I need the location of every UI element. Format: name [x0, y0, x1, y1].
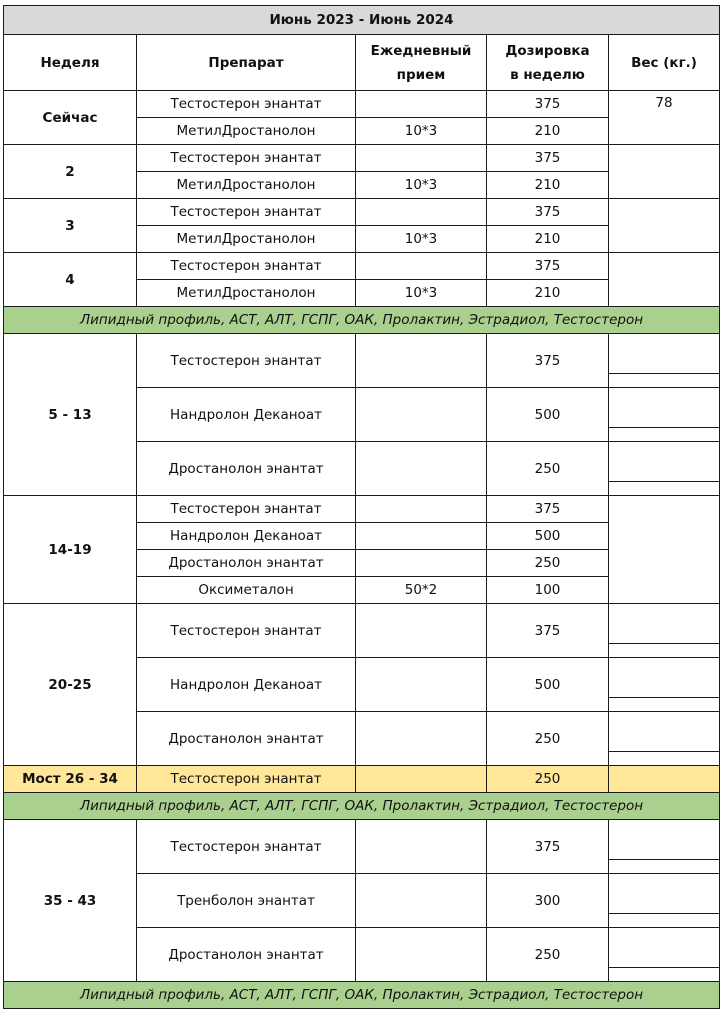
week-cell: 5 - 13 — [4, 334, 137, 496]
dose-cell: 250 — [487, 550, 609, 577]
header-dose: Дозировка в неделю — [487, 35, 609, 91]
drug-cell: Дростанолон энантат — [137, 928, 356, 982]
dose-cell: 210 — [487, 118, 609, 145]
table-row — [4, 604, 720, 658]
dose-cell: 500 — [487, 523, 609, 550]
week-cell: 14-19 — [4, 496, 137, 604]
header-weight: Вес (кг.) — [609, 35, 720, 91]
dose-cell: 250 — [487, 928, 609, 982]
dose-cell: 375 — [487, 145, 609, 172]
daily-cell: 10*3 — [356, 280, 487, 307]
header-row — [4, 35, 720, 91]
table-row — [4, 91, 720, 118]
dose-cell: 375 — [487, 820, 609, 874]
weight-cell — [609, 712, 720, 766]
dose-cell: 500 — [487, 388, 609, 442]
drug-cell: Тестостерон энантат — [137, 766, 356, 793]
drug-cell: Дростанолон энантат — [137, 712, 356, 766]
weight-cell — [609, 253, 720, 307]
weight-cell — [609, 199, 720, 253]
dose-cell: 210 — [487, 172, 609, 199]
drug-cell: Дростанолон энантат — [137, 550, 356, 577]
week-cell: 35 - 43 — [4, 820, 137, 982]
lab-row — [4, 307, 720, 334]
drug-cell: Нандролон Деканоат — [137, 388, 356, 442]
dose-cell: 375 — [487, 496, 609, 523]
weight-cell — [609, 496, 720, 604]
daily-cell — [356, 442, 487, 496]
daily-cell: 10*3 — [356, 226, 487, 253]
daily-cell — [356, 604, 487, 658]
lab-row — [4, 982, 720, 1009]
drug-cell: Тестостерон энантат — [137, 253, 356, 280]
lab-note: Липидный профиль, АСТ, АЛТ, ГСПГ, ОАК, Пролактин, Эстрадиол, Тестостерон — [4, 982, 720, 1009]
cycle-table — [3, 5, 720, 1009]
table-title: Июнь 2023 - Июнь 2024 — [4, 6, 720, 35]
daily-cell: 50*2 — [356, 577, 487, 604]
dose-cell: 500 — [487, 658, 609, 712]
daily-cell — [356, 874, 487, 928]
header-daily: Ежедневный прием — [356, 35, 487, 91]
header-week: Неделя — [4, 35, 137, 91]
bridge-row — [4, 766, 720, 793]
dose-cell: 375 — [487, 199, 609, 226]
drug-cell: Тестостерон энантат — [137, 91, 356, 118]
weight-cell — [609, 388, 720, 442]
drug-cell: МетилДростанолон — [137, 226, 356, 253]
week-cell: 2 — [4, 145, 137, 199]
dose-cell: 100 — [487, 577, 609, 604]
daily-cell — [356, 766, 487, 793]
weight-cell: 78 — [609, 91, 720, 145]
table-row — [4, 334, 720, 388]
drug-cell: Оксиметалон — [137, 577, 356, 604]
weight-cell — [609, 928, 720, 982]
weight-cell — [609, 442, 720, 496]
daily-cell — [356, 820, 487, 874]
weight-cell — [609, 145, 720, 199]
week-cell: Сейчас — [4, 91, 137, 145]
dose-cell: 300 — [487, 874, 609, 928]
dose-cell: 375 — [487, 253, 609, 280]
weight-cell — [609, 766, 720, 793]
dose-cell: 250 — [487, 712, 609, 766]
drug-cell: Тестостерон энантат — [137, 145, 356, 172]
dose-cell: 250 — [487, 766, 609, 793]
dose-cell: 375 — [487, 91, 609, 118]
week-cell: 3 — [4, 199, 137, 253]
daily-cell — [356, 388, 487, 442]
drug-cell: Тренболон энантат — [137, 874, 356, 928]
table-row — [4, 496, 720, 523]
drug-cell: Тестостерон энантат — [137, 820, 356, 874]
table-row — [4, 145, 720, 172]
weight-cell — [609, 604, 720, 658]
weight-cell — [609, 334, 720, 388]
daily-cell — [356, 550, 487, 577]
drug-cell: МетилДростанолон — [137, 172, 356, 199]
weight-cell — [609, 658, 720, 712]
drug-cell: МетилДростанолон — [137, 280, 356, 307]
lab-note: Липидный профиль, АСТ, АЛТ, ГСПГ, ОАК, Пролактин, Эстрадиол, Тестостерон — [4, 307, 720, 334]
daily-cell — [356, 253, 487, 280]
week-cell: 4 — [4, 253, 137, 307]
daily-cell — [356, 145, 487, 172]
drug-cell: Тестостерон энантат — [137, 604, 356, 658]
table-row — [4, 253, 720, 280]
week-cell: Мост 26 - 34 — [4, 766, 137, 793]
daily-cell — [356, 334, 487, 388]
daily-cell — [356, 712, 487, 766]
daily-cell: 10*3 — [356, 172, 487, 199]
dose-cell: 210 — [487, 280, 609, 307]
drug-cell: Нандролон Деканоат — [137, 523, 356, 550]
table-row — [4, 199, 720, 226]
dose-cell: 250 — [487, 442, 609, 496]
daily-cell — [356, 658, 487, 712]
week-cell: 20-25 — [4, 604, 137, 766]
header-drug: Препарат — [137, 35, 356, 91]
drug-cell: Дростанолон энантат — [137, 442, 356, 496]
daily-cell — [356, 199, 487, 226]
drug-cell: МетилДростанолон — [137, 118, 356, 145]
weight-cell — [609, 820, 720, 874]
table-row — [4, 820, 720, 874]
daily-cell — [356, 523, 487, 550]
drug-cell: Тестостерон энантат — [137, 199, 356, 226]
lab-note: Липидный профиль, АСТ, АЛТ, ГСПГ, ОАК, Пролактин, Эстрадиол, Тестостерон — [4, 793, 720, 820]
lab-row — [4, 793, 720, 820]
daily-cell — [356, 496, 487, 523]
dose-cell: 210 — [487, 226, 609, 253]
daily-cell: 10*3 — [356, 118, 487, 145]
drug-cell: Нандролон Деканоат — [137, 658, 356, 712]
daily-cell — [356, 928, 487, 982]
dose-cell: 375 — [487, 604, 609, 658]
daily-cell — [356, 91, 487, 118]
dose-cell: 375 — [487, 334, 609, 388]
weight-cell — [609, 874, 720, 928]
drug-cell: Тестостерон энантат — [137, 334, 356, 388]
drug-cell: Тестостерон энантат — [137, 496, 356, 523]
